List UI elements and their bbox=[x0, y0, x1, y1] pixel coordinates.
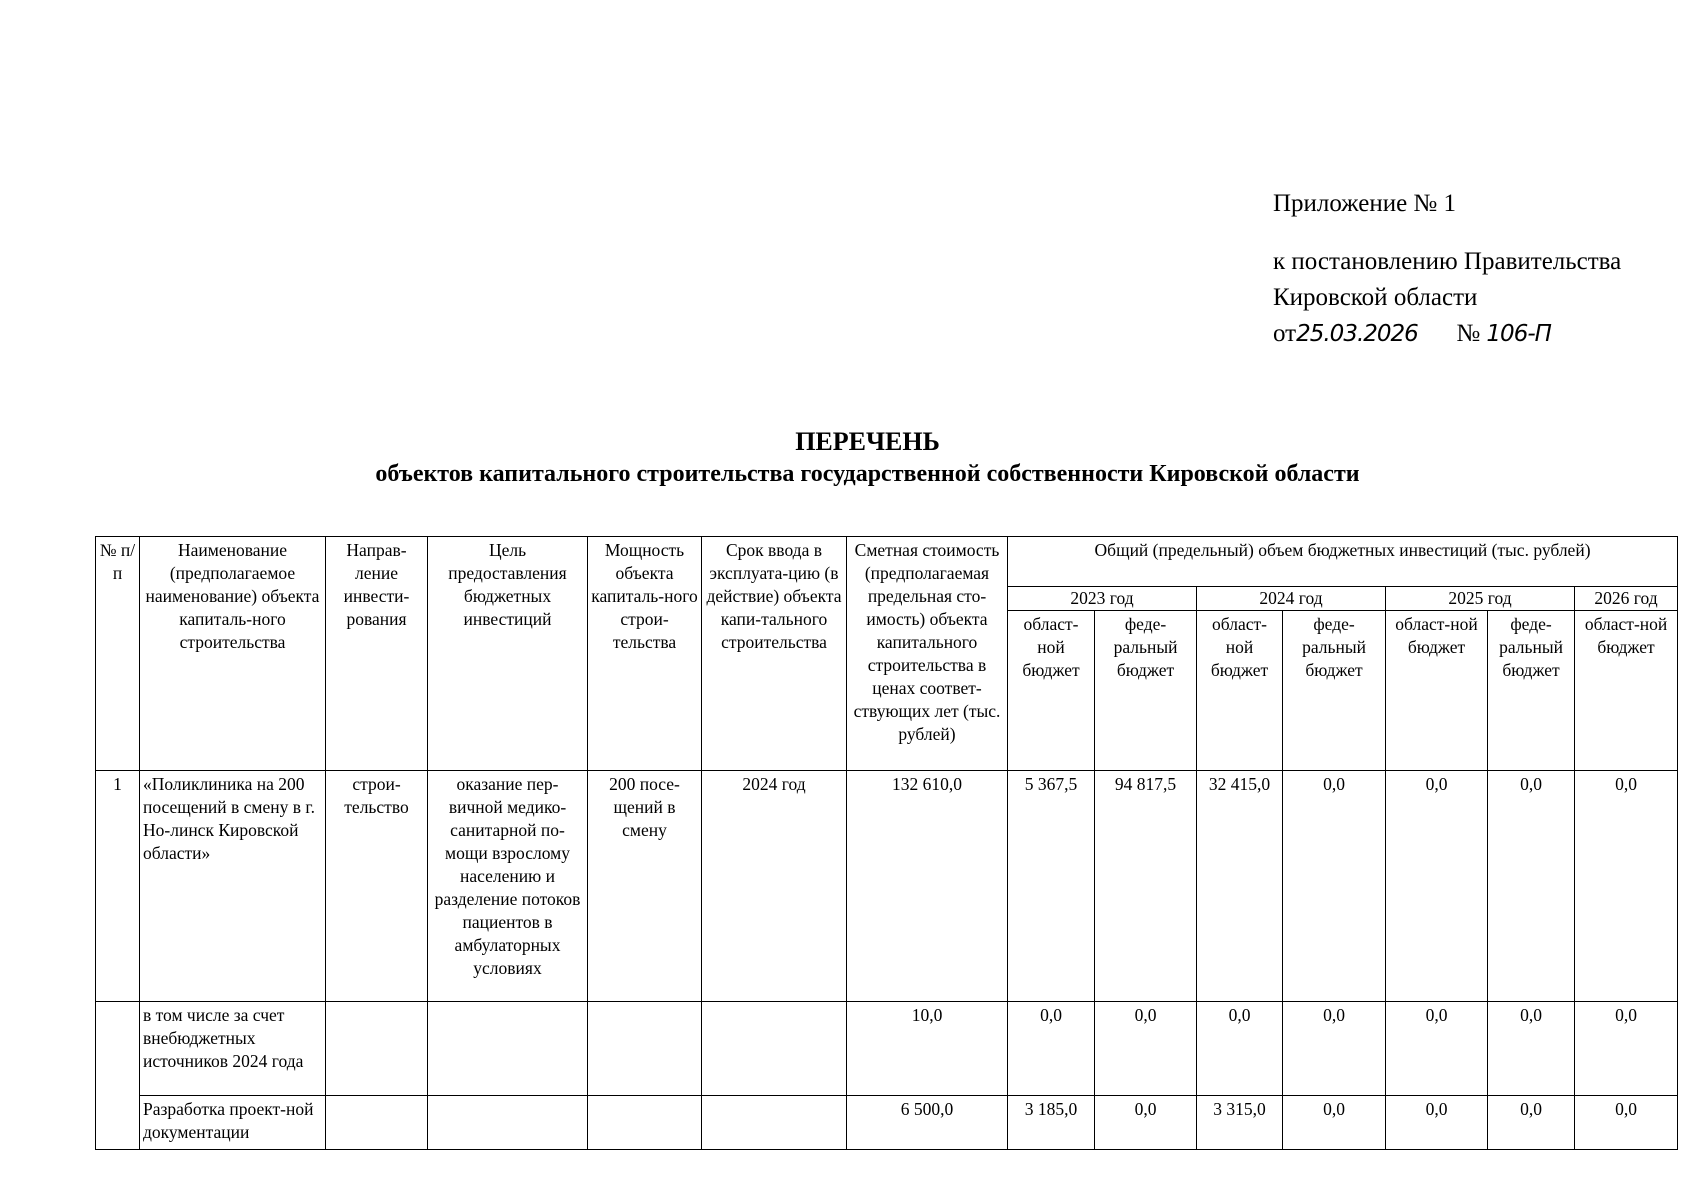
header-regional-2025: област-ной бюджет bbox=[1386, 611, 1488, 771]
row3-value: 0,0 bbox=[1575, 1096, 1678, 1150]
header-year-2026: 2026 год bbox=[1575, 587, 1678, 611]
table-row bbox=[96, 1096, 1678, 1150]
row3-value: 0,0 bbox=[1283, 1096, 1386, 1150]
header-regional-2026: област-ной бюджет bbox=[1575, 611, 1678, 771]
row2-value: 0,0 bbox=[1488, 1002, 1575, 1096]
row1-direction: строи-тельство bbox=[326, 771, 428, 1002]
header-year-2023: 2023 год bbox=[1008, 587, 1197, 611]
row1-term: 2024 год bbox=[702, 771, 847, 1002]
row3-value: 0,0 bbox=[1488, 1096, 1575, 1150]
handwritten-date: 25.03.2026 bbox=[1296, 321, 1418, 347]
number-prefix: № bbox=[1456, 320, 1481, 347]
row3-term bbox=[702, 1096, 847, 1150]
header-regional-2023: област-ной бюджет bbox=[1008, 611, 1095, 771]
table-row bbox=[96, 1002, 1678, 1096]
appendix-title: Приложение № 1 bbox=[1273, 190, 1457, 217]
row1-value: 0,0 bbox=[1386, 771, 1488, 1002]
header-federal-2025: феде-ральный бюджет bbox=[1488, 611, 1575, 771]
row1-value: 5 367,5 bbox=[1008, 771, 1095, 1002]
row3-num bbox=[96, 1096, 140, 1150]
row2-value: 0,0 bbox=[1575, 1002, 1678, 1096]
row3-value: 3 315,0 bbox=[1197, 1096, 1283, 1150]
row1-num: 1 bbox=[96, 771, 140, 1002]
row1-value: 0,0 bbox=[1488, 771, 1575, 1002]
row1-value: 94 817,5 bbox=[1095, 771, 1197, 1002]
header-cost: Сметная стоимость (предполагаемая предельная сто-имость) объекта капитального строительства в ценах соответ-ствующих лет (тыс. рублей) bbox=[847, 537, 1008, 771]
appendix-decree: к постановлению Правительства bbox=[1273, 248, 1622, 275]
date-prefix: от bbox=[1273, 320, 1297, 347]
row3-direction bbox=[326, 1096, 428, 1150]
row2-value: 0,0 bbox=[1283, 1002, 1386, 1096]
row3-value: 0,0 bbox=[1386, 1096, 1488, 1150]
header-investments: Общий (предельный) объем бюджетных инвестиций (тыс. рублей) bbox=[1008, 537, 1678, 587]
row3-name: Разработка проект-ной документации bbox=[140, 1096, 326, 1150]
header-goal: Цель предоставления бюджетных инвестиций bbox=[428, 537, 588, 771]
objects-table bbox=[95, 536, 1678, 1150]
row1-value: 0,0 bbox=[1283, 771, 1386, 1002]
document-title: ПЕРЕЧЕНЬ bbox=[795, 427, 940, 456]
header-year-2024: 2024 год bbox=[1197, 587, 1386, 611]
row1-name: «Поликлиника на 200 посещений в смену в г. Но-линск Кировской области» bbox=[140, 771, 326, 1002]
row3-value: 3 185,0 bbox=[1008, 1096, 1095, 1150]
header-term: Срок ввода в эксплуата-цию (в действие) объекта капи-тального строительства bbox=[702, 537, 847, 771]
header-regional-2024: област-ной бюджет bbox=[1197, 611, 1283, 771]
row1-cost: 132 610,0 bbox=[847, 771, 1008, 1002]
document-subtitle: объектов капитального строительства государственной собственности Кировской области bbox=[375, 461, 1360, 487]
header-federal-2024: феде-ральный бюджет bbox=[1283, 611, 1386, 771]
header-num: № п/п bbox=[96, 537, 140, 771]
row2-direction bbox=[326, 1002, 428, 1096]
appendix-date-line bbox=[1273, 316, 1621, 352]
row3-capacity bbox=[588, 1096, 702, 1150]
row1-value: 0,0 bbox=[1575, 771, 1678, 1002]
row2-term bbox=[702, 1002, 847, 1096]
row2-goal bbox=[428, 1002, 588, 1096]
header-year-2025: 2025 год bbox=[1386, 587, 1575, 611]
row2-cost: 10,0 bbox=[847, 1002, 1008, 1096]
row2-value: 0,0 bbox=[1008, 1002, 1095, 1096]
row2-value: 0,0 bbox=[1095, 1002, 1197, 1096]
row2-capacity bbox=[588, 1002, 702, 1096]
appendix-block bbox=[1273, 186, 1621, 352]
table-row bbox=[96, 771, 1678, 1002]
row2-num bbox=[96, 1002, 140, 1096]
row1-capacity: 200 посе-щений в смену bbox=[588, 771, 702, 1002]
appendix-region: Кировской области bbox=[1273, 284, 1478, 311]
header-capacity: Мощность объекта капиталь-ного строи-тельства bbox=[588, 537, 702, 771]
row2-value: 0,0 bbox=[1197, 1002, 1283, 1096]
header-direction: Направ-ление инвести-рования bbox=[326, 537, 428, 771]
handwritten-number: 106-П bbox=[1486, 321, 1551, 347]
header-name: Наименование (предполагаемое наименование) объекта капиталь-ного строительства bbox=[140, 537, 326, 771]
row3-cost: 6 500,0 bbox=[847, 1096, 1008, 1150]
row3-goal bbox=[428, 1096, 588, 1150]
row2-name: в том числе за счет внебюджетных источников 2024 года bbox=[140, 1002, 326, 1096]
row1-goal: оказание пер-вичной медико-санитарной по-мощи взрослому населению и разделение потоков пациентов в амбулаторных условиях bbox=[428, 771, 588, 1002]
row2-value: 0,0 bbox=[1386, 1002, 1488, 1096]
header-federal-2023: феде-ральный бюджет bbox=[1095, 611, 1197, 771]
row3-value: 0,0 bbox=[1095, 1096, 1197, 1150]
row1-value: 32 415,0 bbox=[1197, 771, 1283, 1002]
